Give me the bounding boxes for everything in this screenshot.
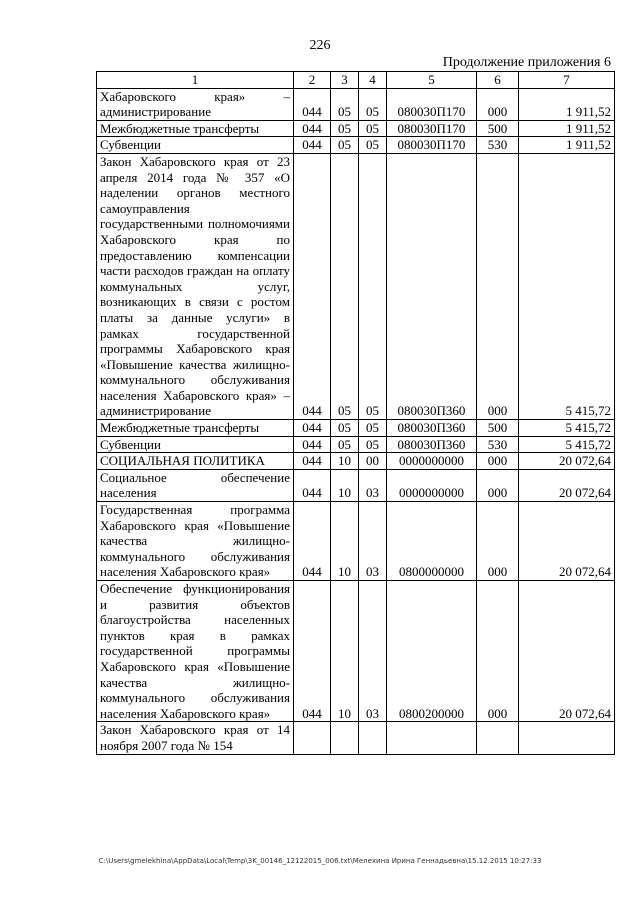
column-header: 4 [359, 72, 387, 89]
section-code-cell: 05 [331, 153, 359, 419]
item-name-cell: Межбюджетные трансферты [97, 420, 294, 437]
department-code-cell: 044 [294, 436, 331, 453]
section-code-cell: 05 [331, 120, 359, 137]
department-code-cell [294, 722, 331, 754]
item-name-cell: Социальное обеспечение населения [97, 469, 294, 501]
budget-table [96, 71, 615, 755]
section-code-cell: 05 [331, 420, 359, 437]
item-name-cell: Хабаровского края» – администрирование [97, 88, 294, 120]
section-code-cell: 05 [331, 436, 359, 453]
amount-cell: 20 072,64 [519, 502, 615, 581]
table-row [97, 88, 615, 120]
expense-type-cell [477, 722, 519, 754]
target-article-cell: 080030П360 [387, 153, 477, 419]
subsection-code-cell: 05 [359, 137, 387, 154]
department-code-cell: 044 [294, 120, 331, 137]
department-code-cell: 044 [294, 453, 331, 470]
amount-cell [519, 722, 615, 754]
item-name-cell: Обеспечение функционирования и развития объектов благоустройства населенных пунктов края в рамках государственной программы Хабаровского края «Повышение качества жилищно-коммунального обслуживания населения Хабаровского края» [97, 581, 294, 722]
department-code-cell: 044 [294, 581, 331, 722]
item-name-cell: Субвенции [97, 436, 294, 453]
department-code-cell: 044 [294, 420, 331, 437]
department-code-cell: 044 [294, 502, 331, 581]
target-article-cell: 080030П170 [387, 120, 477, 137]
target-article-cell: 0000000000 [387, 453, 477, 470]
target-article-cell: 080030П360 [387, 436, 477, 453]
subsection-code-cell: 03 [359, 469, 387, 501]
amount-cell: 5 415,72 [519, 436, 615, 453]
target-article-cell: 0000000000 [387, 469, 477, 501]
section-code-cell: 10 [331, 469, 359, 501]
department-code-cell: 044 [294, 88, 331, 120]
expense-type-cell: 000 [477, 153, 519, 419]
table-header-row [97, 72, 615, 89]
appendix-continuation-label: Продолжение приложения 6 [442, 55, 611, 70]
target-article-cell [387, 722, 477, 754]
amount-cell: 20 072,64 [519, 581, 615, 722]
expense-type-cell: 000 [477, 469, 519, 501]
item-name-cell: Закон Хабаровского края от 23 апреля 2014 года № 357 «О наделении органов местного самоуправления государственными полномочиями Хабаровского края по предоставлению компенсации части расходов граждан на оплату коммунальных услуг, возникающих в связи с ростом платы за данные услуги» в рамках государственной программы Хабаровского края «Повышение качества жилищно-коммунального обслуживания населения Хабаровского края» – администрирование [97, 153, 294, 419]
item-name-cell: Закон Хабаровского края от 14 ноября 2007 года № 154 [97, 722, 294, 754]
table-row [97, 153, 615, 419]
expense-type-cell: 000 [477, 581, 519, 722]
amount-cell: 20 072,64 [519, 469, 615, 501]
target-article-cell: 080030П170 [387, 88, 477, 120]
subsection-code-cell: 03 [359, 581, 387, 722]
department-code-cell: 044 [294, 153, 331, 419]
subsection-code-cell: 05 [359, 436, 387, 453]
amount-cell: 1 911,52 [519, 137, 615, 154]
section-code-cell [331, 722, 359, 754]
column-header: 6 [477, 72, 519, 89]
target-article-cell: 080030П170 [387, 137, 477, 154]
department-code-cell: 044 [294, 469, 331, 501]
item-name-cell: Субвенции [97, 137, 294, 154]
expense-type-cell: 530 [477, 137, 519, 154]
subsection-code-cell: 05 [359, 88, 387, 120]
target-article-cell: 0800200000 [387, 581, 477, 722]
amount-cell: 5 415,72 [519, 420, 615, 437]
column-header: 1 [97, 72, 294, 89]
department-code-cell: 044 [294, 137, 331, 154]
section-code-cell: 10 [331, 581, 359, 722]
table-row [97, 120, 615, 137]
subsection-code-cell: 05 [359, 420, 387, 437]
table-row [97, 436, 615, 453]
amount-cell: 1 911,52 [519, 120, 615, 137]
page-number: 226 [309, 38, 331, 53]
expense-type-cell: 530 [477, 436, 519, 453]
amount-cell: 20 072,64 [519, 453, 615, 470]
column-header: 5 [387, 72, 477, 89]
subsection-code-cell: 03 [359, 502, 387, 581]
subsection-code-cell [359, 722, 387, 754]
table-row [97, 137, 615, 154]
column-header: 3 [331, 72, 359, 89]
table-row [97, 469, 615, 501]
item-name-cell: Межбюджетные трансферты [97, 120, 294, 137]
table-row [97, 722, 615, 754]
expense-type-cell: 500 [477, 420, 519, 437]
column-header: 2 [294, 72, 331, 89]
amount-cell: 1 911,52 [519, 88, 615, 120]
subsection-code-cell: 00 [359, 453, 387, 470]
subsection-code-cell: 05 [359, 153, 387, 419]
expense-type-cell: 000 [477, 453, 519, 470]
file-path-footer: C:\Users\gmelekhina\AppData\Local\Temp\3K_00146_12122015_006.txt\Мелехина Ирина Геннадьевна\15.12.2015 10:27:33 [98, 857, 542, 865]
table-body [97, 88, 615, 754]
table-row [97, 420, 615, 437]
item-name-cell: СОЦИАЛЬНАЯ ПОЛИТИКА [97, 453, 294, 470]
subsection-code-cell: 05 [359, 120, 387, 137]
item-name-cell: Государственная программа Хабаровского края «Повышение качества жилищно-коммунального обслуживания населения Хабаровского края» [97, 502, 294, 581]
table-row [97, 502, 615, 581]
amount-cell: 5 415,72 [519, 153, 615, 419]
table-row [97, 581, 615, 722]
column-header: 7 [519, 72, 615, 89]
section-code-cell: 05 [331, 88, 359, 120]
expense-type-cell: 000 [477, 88, 519, 120]
expense-type-cell: 000 [477, 502, 519, 581]
section-code-cell: 10 [331, 453, 359, 470]
expense-type-cell: 500 [477, 120, 519, 137]
target-article-cell: 0800000000 [387, 502, 477, 581]
table-row [97, 453, 615, 470]
section-code-cell: 10 [331, 502, 359, 581]
target-article-cell: 080030П360 [387, 420, 477, 437]
section-code-cell: 05 [331, 137, 359, 154]
